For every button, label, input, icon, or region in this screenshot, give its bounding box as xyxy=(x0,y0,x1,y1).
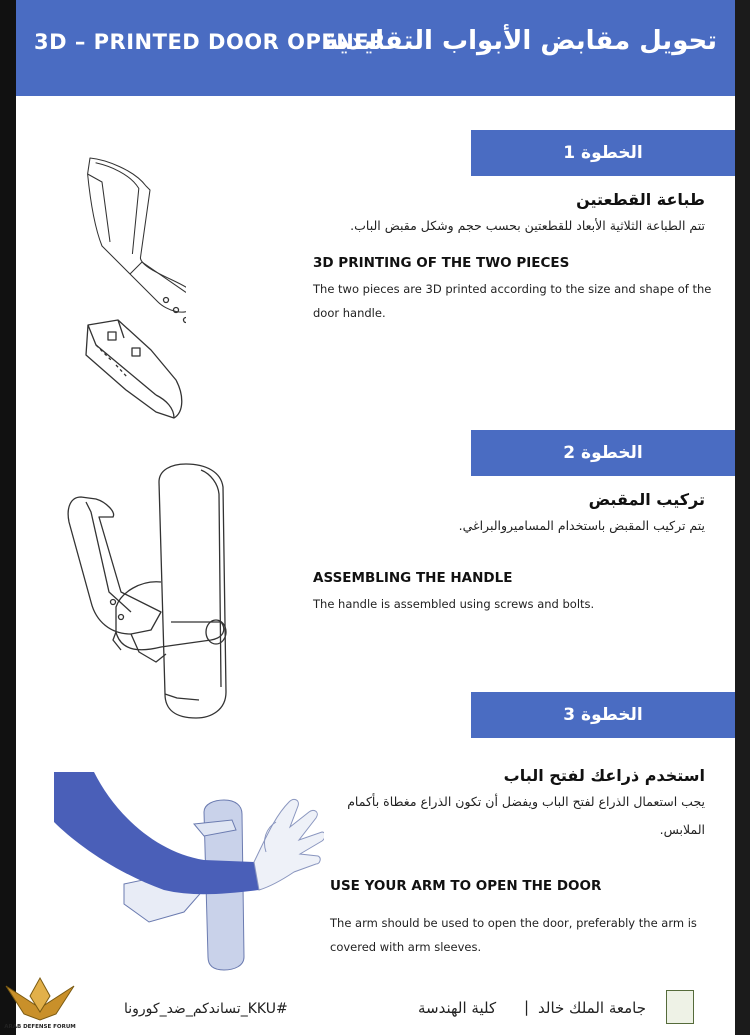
flyer-page xyxy=(16,0,735,1035)
step-3-body-ar xyxy=(347,788,705,844)
right-page-edge xyxy=(735,0,750,1035)
footer-faculty: كلية الهندسة xyxy=(418,999,497,1017)
two-pieces-illustration xyxy=(56,150,186,425)
arab-defense-forum-logo-icon xyxy=(0,972,80,1035)
step-2-title-ar: تركيب المقبض xyxy=(588,490,705,509)
university-logo-icon xyxy=(666,990,694,1024)
assembled-handle-illustration xyxy=(61,462,246,722)
step-3-title-ar: استخدم ذراعك لفتح الباب xyxy=(503,766,705,785)
header-title-ar: تحويل مقابض الأبواب التقليدية xyxy=(323,26,717,56)
footer-university: جامعة الملك خالد xyxy=(538,999,646,1017)
step-3-body-en-line-1: The arm should be used to open the door, preferably the arm is xyxy=(330,916,697,930)
step-1-title-ar: طباعة القطعتين xyxy=(576,190,705,209)
left-page-edge xyxy=(0,0,16,1035)
step-3-body-ar-line-2: الملابس. xyxy=(659,822,705,837)
step-1-body-en-line-1: The two pieces are 3D printed according to the size and shape of the xyxy=(313,282,712,296)
footer-separator: | xyxy=(524,998,530,1016)
step-2-body-ar: يتم تركيب المقبض باستخدام المساميروالبراغي. xyxy=(458,518,705,533)
header-title-en: 3D – PRINTED DOOR OPENER xyxy=(34,30,386,54)
step-2-body-en-line-1: The handle is assembled using screws and bolts. xyxy=(313,597,595,611)
step-2-bar: الخطوة 2 xyxy=(471,430,735,476)
step-1-body-en-line-2: door handle. xyxy=(313,306,386,320)
step-3-body-ar-line-1: يجب استعمال الذراع لفتح الباب ويفضل أن تكون الذراع مغطاة بأكمام xyxy=(347,794,705,809)
step-1-bar: الخطوة 1 xyxy=(471,130,735,176)
step-3-title-en: USE YOUR ARM TO OPEN THE DOOR xyxy=(330,878,602,894)
arm-opening-door-illustration xyxy=(54,772,324,972)
watermark-logo-text: ARAB DEFENSE FORUM xyxy=(4,1024,76,1030)
step-1-body-ar: تتم الطباعة الثلاثية الأبعاد للقطعتين بحسب حجم وشكل مقبض الباب. xyxy=(350,218,705,233)
step-2-title-en: ASSEMBLING THE HANDLE xyxy=(313,570,513,586)
step-1-body-en xyxy=(313,277,711,325)
step-2-body-en xyxy=(313,592,594,616)
header-banner xyxy=(16,0,735,96)
step-3-body-en xyxy=(330,911,697,959)
footer-hashtag: #KKU_تساندكم_ضد_كورونا xyxy=(124,1001,288,1017)
step-3-body-en-line-2: covered with arm sleeves. xyxy=(330,940,482,954)
step-1-title-en: 3D PRINTING OF THE TWO PIECES xyxy=(313,255,570,271)
step-3-bar: الخطوة 3 xyxy=(471,692,735,738)
